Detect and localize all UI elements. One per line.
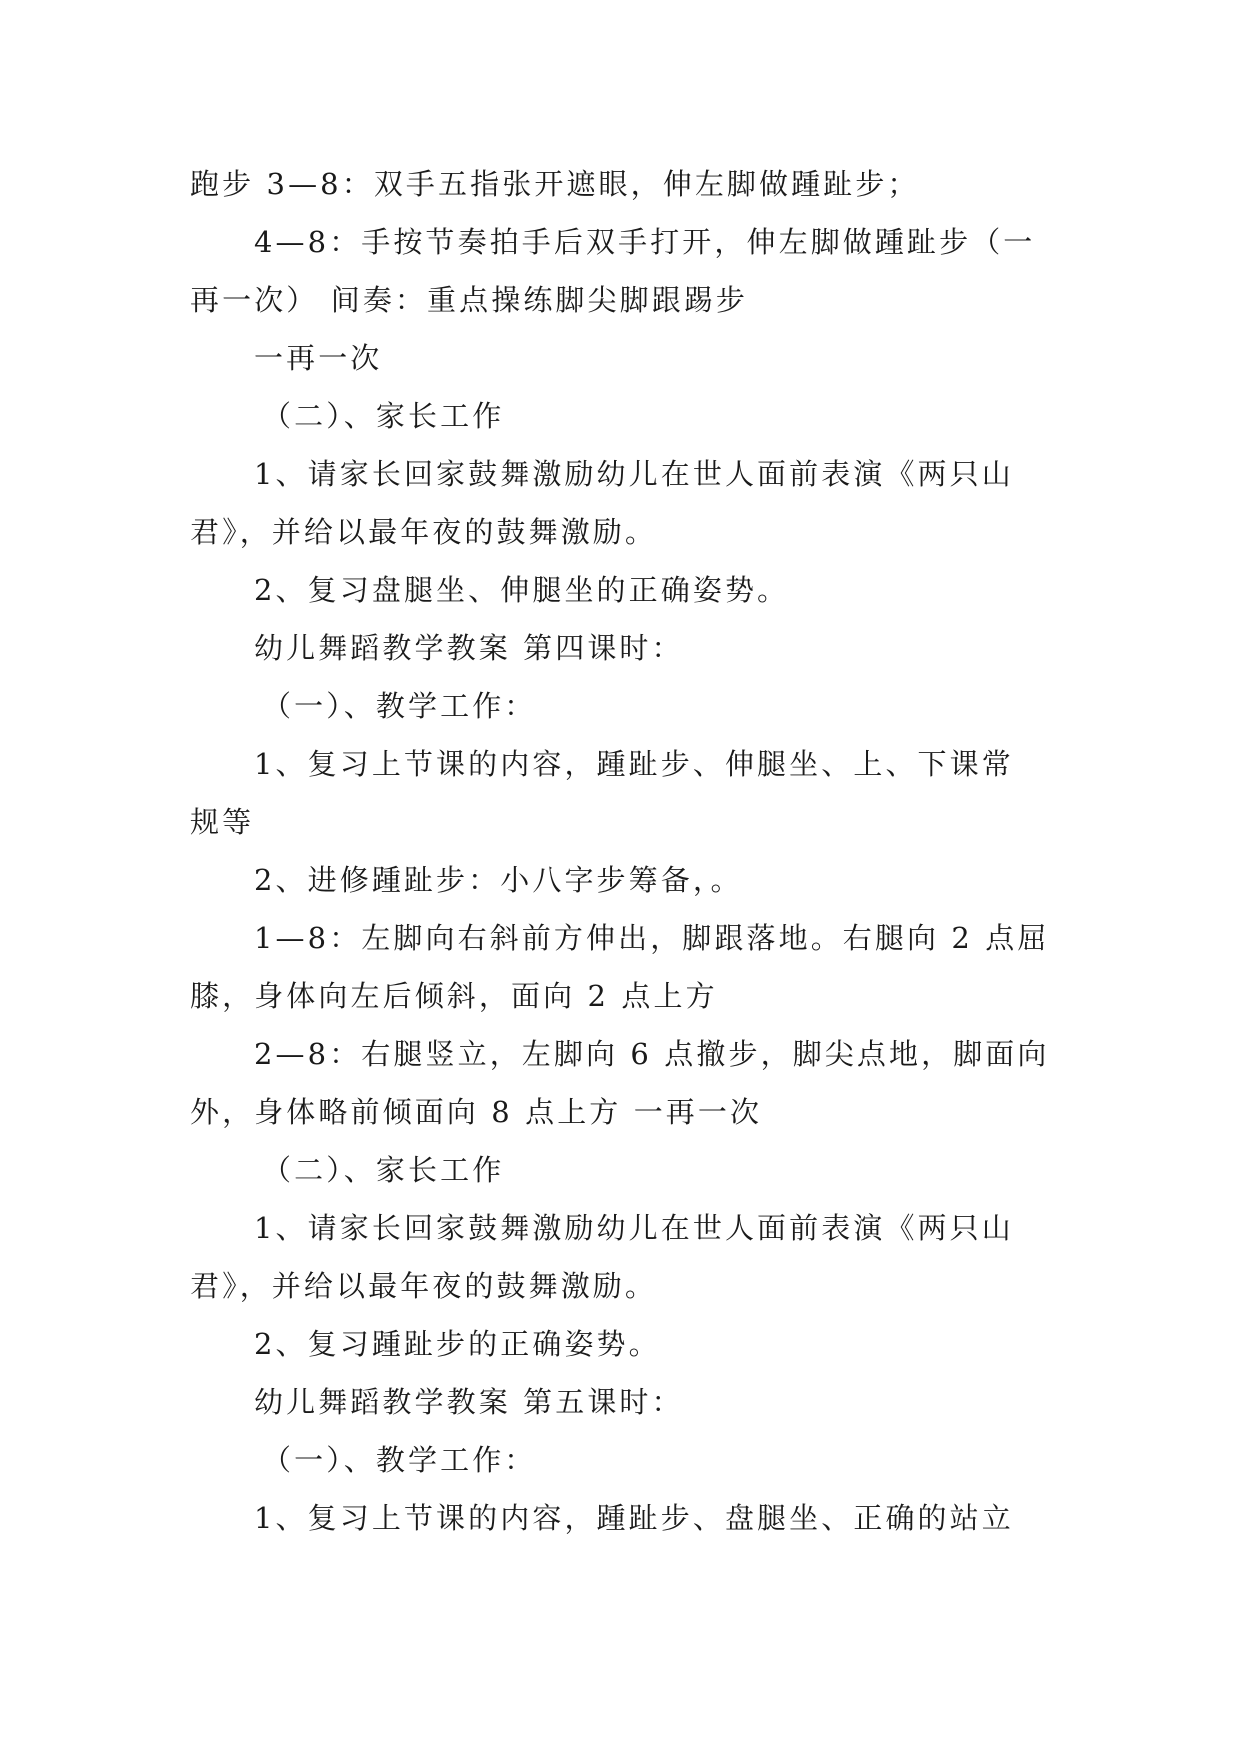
text-line: 一再一次 [254, 341, 383, 375]
section-heading: （一）、教学工作： [262, 689, 537, 723]
text-line: 外，身体略前倾面向 8 点上方 一再一次 [190, 1095, 763, 1129]
text-line: 1、请家长回家鼓舞激励幼儿在世人面前表演《两只山 [254, 457, 1014, 491]
text-line: 2—8：右腿竖立，左脚向 6 点撤步，脚尖点地，脚面向 [254, 1037, 1050, 1071]
text-line: 君》，并给以最年夜的鼓舞激励。 [190, 1269, 658, 1303]
text-line: 1、复习上节课的内容，踵趾步、盘腿坐、正确的站立 [254, 1501, 1014, 1535]
section-heading: （一）、教学工作： [262, 1443, 537, 1477]
text-line: 君》，并给以最年夜的鼓舞激励。 [190, 515, 658, 549]
text-line: 2、进修踵趾步：小八字步筹备，。 [254, 863, 743, 897]
text-line: 1、请家长回家鼓舞激励幼儿在世人面前表演《两只山 [254, 1211, 1014, 1245]
text-line: 再一次） 间奏：重点操练脚尖脚跟踢步 [190, 283, 749, 317]
text-line: 1、复习上节课的内容，踵趾步、伸腿坐、上、下课常 [254, 747, 1014, 781]
text-line: 规等 [190, 805, 255, 839]
document-body [190, 155, 1052, 1547]
section-heading: （二）、家长工作 [262, 1153, 505, 1187]
text-line: 跑步 3—8：双手五指张开遮眼，伸左脚做踵趾步； [190, 167, 920, 201]
lesson-heading: 幼儿舞蹈教学教案 第四课时： [254, 631, 684, 665]
lesson-heading: 幼儿舞蹈教学教案 第五课时： [254, 1385, 684, 1419]
section-heading: （二）、家长工作 [262, 399, 505, 433]
text-line: 2、复习踵趾步的正确姿势。 [254, 1327, 661, 1361]
text-line: 4—8：手按节奏拍手后双手打开，伸左脚做踵趾步（一 [254, 225, 1036, 259]
text-line: 1—8：左脚向右斜前方伸出，脚跟落地。右腿向 2 点屈 [254, 921, 1050, 955]
text-line: 2、复习盘腿坐、伸腿坐的正确姿势。 [254, 573, 790, 607]
text-line: 膝，身体向左后倾斜，面向 2 点上方 [190, 979, 718, 1013]
